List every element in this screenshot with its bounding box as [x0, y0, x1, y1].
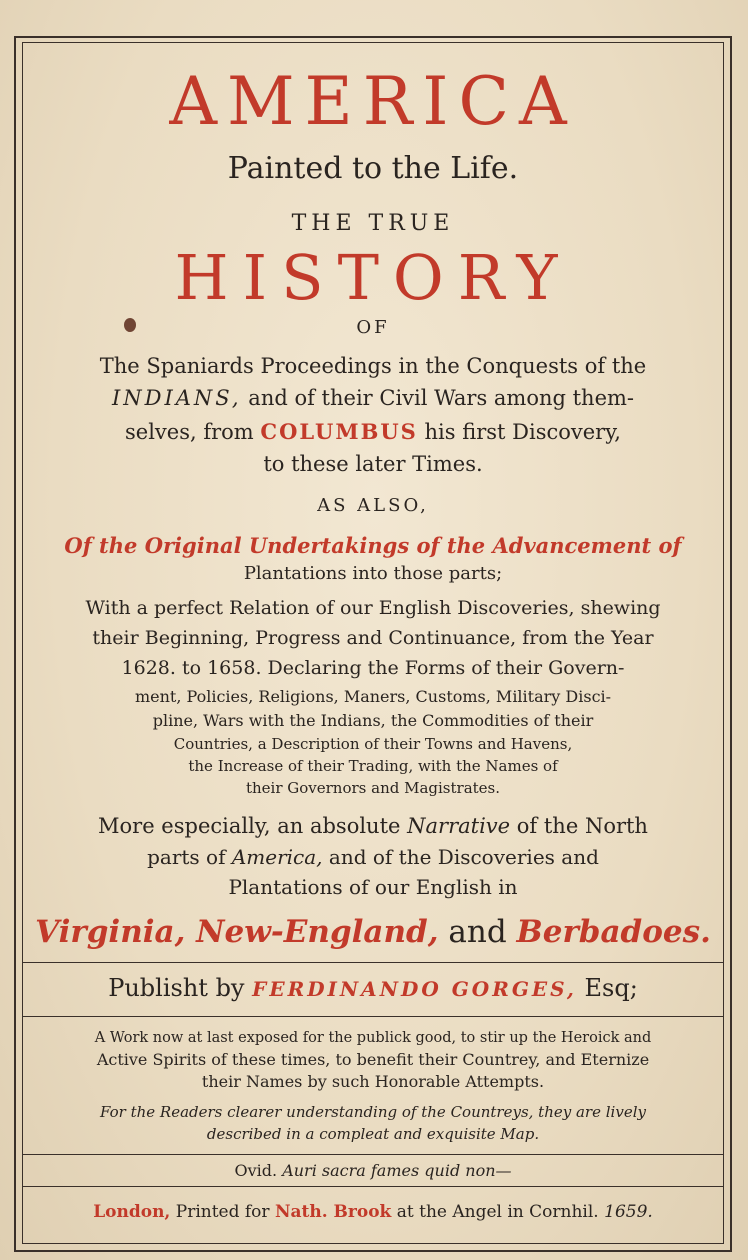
imprint-printer: Nath. Brook: [274, 1202, 392, 1222]
main-title: AMERICA: [169, 63, 577, 140]
imprint-london: London,: [93, 1202, 171, 1222]
colonies-line: [24, 912, 722, 952]
proceedings-line-2-rest: and of their Civil Wars among them-: [248, 386, 635, 410]
rule-2: [22, 1016, 724, 1017]
imprint-location: at the Angel in Cornhil.: [396, 1202, 599, 1222]
motto-text: Auri sacra fames quid non—: [282, 1161, 512, 1180]
undertakings-line: Of the Original Undertakings of the Advancement of: [64, 533, 682, 558]
indians-word: INDIANS,: [111, 386, 242, 410]
relation-line-8: their Governors and Magistrates.: [245, 779, 501, 797]
columbus-word: COLUMBUS: [260, 419, 418, 444]
imprint-printed-for: Printed for: [175, 1202, 270, 1222]
publisher-line: [24, 972, 722, 1005]
and-word: and: [448, 914, 507, 950]
proceedings-line-1: The Spaniards Proceedings in the Conquests of the: [99, 354, 647, 378]
imprint-year: 1659.: [604, 1202, 653, 1222]
especially-start: More especially, an absolute: [98, 814, 401, 838]
especially-line-3: Plantations of our English in: [228, 875, 518, 899]
proceedings-line-3-start: selves, from: [125, 420, 254, 444]
rule-3: [22, 1154, 724, 1155]
parts-of: parts of: [147, 845, 226, 869]
work-line-1: A Work now at last exposed for the publick good, to stir up the Heroick and: [94, 1030, 652, 1046]
readers-line-2: described in a compleat and exquisite Map.: [206, 1125, 540, 1143]
relation-line-4: ment, Policies, Religions, Maners, Customs, Military Disci-: [134, 687, 612, 706]
especially-line-1: [24, 812, 722, 840]
of-heading: OF: [356, 317, 390, 338]
as-also: AS ALSO,: [317, 495, 429, 516]
america-word: America,: [231, 845, 323, 869]
barbadoes-word: Berbadoes.: [516, 914, 711, 950]
subtitle: Painted to the Life.: [227, 151, 519, 186]
especially-line-2: [24, 844, 722, 870]
motto-line: [24, 1160, 722, 1182]
proceedings-line-3: [24, 418, 722, 446]
readers-line-1: For the Readers clearer understanding of the Countreys, they are lively: [100, 1103, 646, 1121]
publisht-by: Publisht by: [108, 974, 245, 1002]
work-line-3: their Names by such Honorable Attempts.: [201, 1072, 545, 1091]
narrative-word: Narrative: [407, 814, 511, 838]
proceedings-line-3-end: his first Discovery,: [424, 420, 621, 444]
history-heading: HISTORY: [174, 241, 572, 314]
especially-end: of the North: [516, 814, 648, 838]
relation-line-5: pline, Wars with the Indians, the Commodities of their: [152, 711, 594, 730]
relation-line-1: With a perfect Relation of our English Discoveries, shewing: [85, 597, 661, 619]
imprint-line: [24, 1200, 722, 1224]
rule-4: [22, 1186, 724, 1187]
proceedings-line-4: to these later Times.: [263, 452, 483, 476]
the-true: THE TRUE: [291, 211, 455, 236]
plantations-line: Plantations into those parts;: [243, 563, 503, 584]
proceedings-line-2: [24, 384, 722, 412]
discoveries-text: and of the Discoveries and: [328, 845, 599, 869]
rule-1: [22, 962, 724, 963]
virginia-new-england: Virginia, New-England,: [35, 914, 439, 950]
publisher-name: FERDINANDO GORGES,: [252, 977, 577, 1001]
relation-line-7: the Increase of their Trading, with the Names of: [188, 757, 558, 775]
relation-line-6: Countries, a Description of their Towns and Havens,: [173, 735, 573, 753]
relation-line-3: 1628. to 1658. Declaring the Forms of their Govern-: [121, 657, 625, 679]
relation-line-2: their Beginning, Progress and Continuance, from the Year: [92, 627, 654, 649]
work-line-2: Active Spirits of these times, to benefit their Countrey, and Eternize: [96, 1050, 650, 1069]
esq: Esq;: [584, 974, 638, 1002]
motto-author: Ovid.: [234, 1161, 278, 1180]
